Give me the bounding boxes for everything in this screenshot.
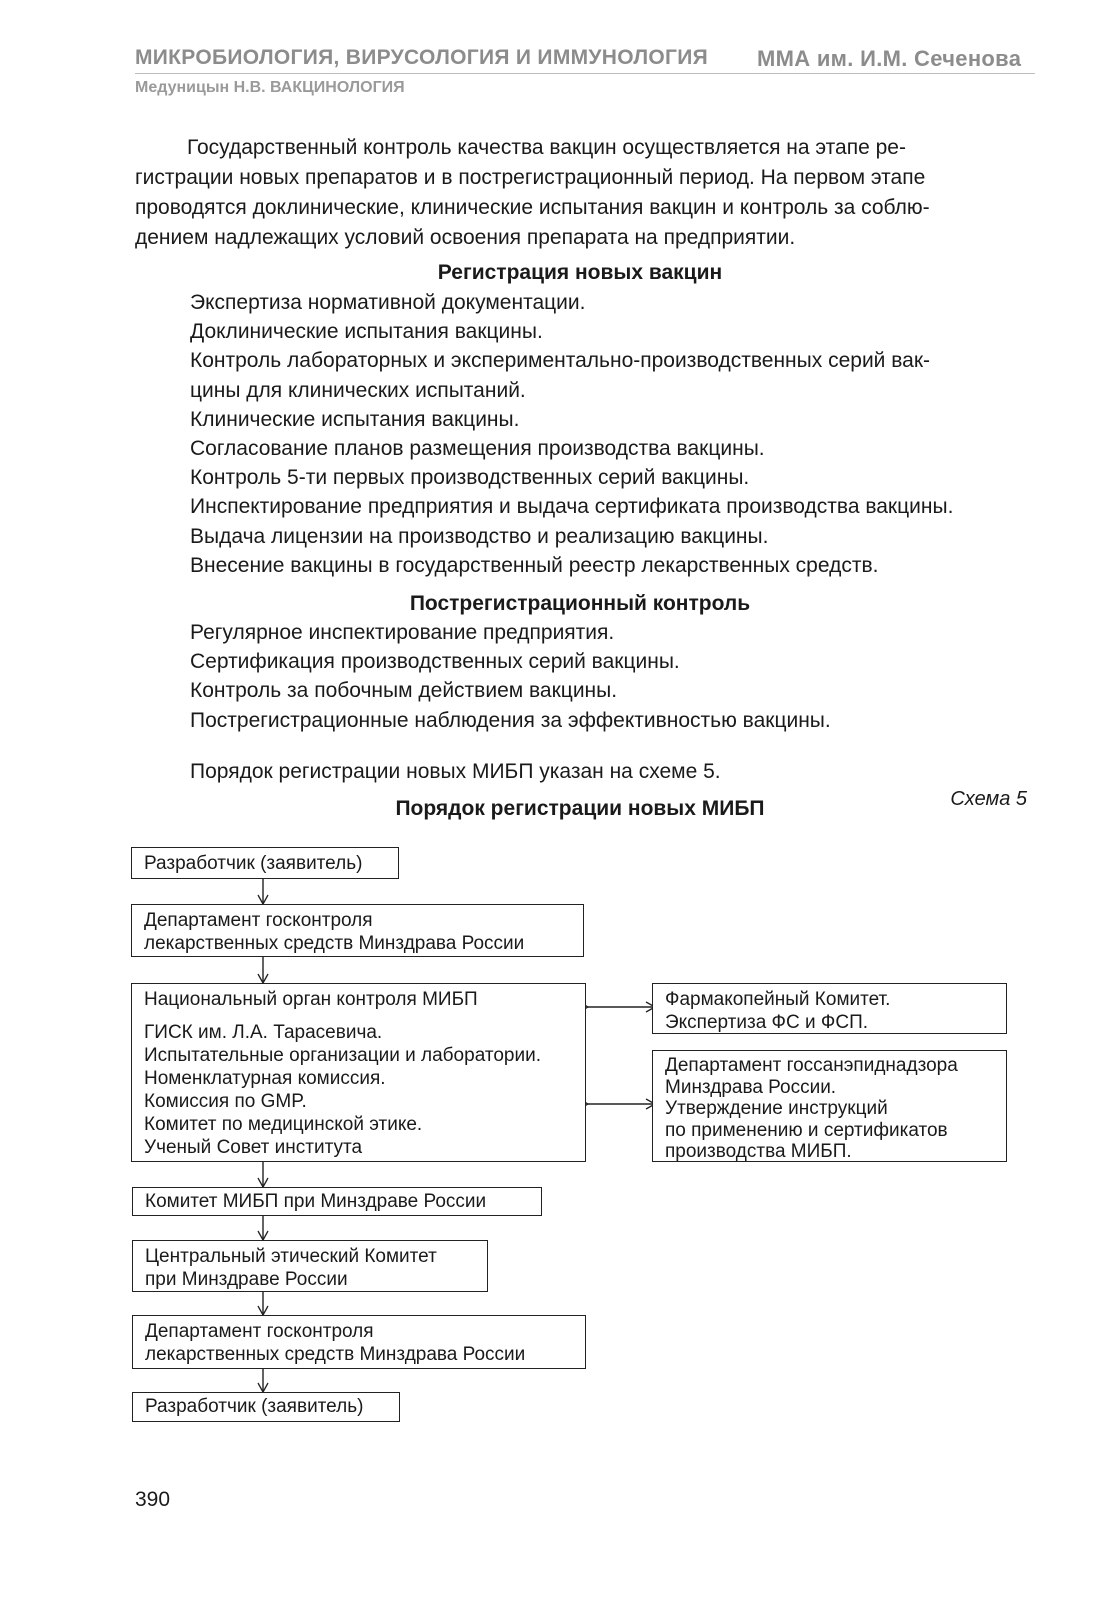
box-text: Департамент госсанэпиднадзора bbox=[665, 1055, 958, 1076]
list-item: Экспертиза нормативной документации. bbox=[190, 291, 586, 314]
scheme-label: Схема 5 bbox=[950, 788, 1027, 810]
flow-box-developer-2 bbox=[132, 1392, 400, 1422]
institution-name: ММА им. И.М. Сеченова bbox=[757, 46, 1022, 71]
flow-box-central-ethics-committee bbox=[132, 1240, 488, 1292]
registration-heading: Регистрация новых вакцин bbox=[437, 261, 723, 284]
box-text: Разработчик (заявитель) bbox=[145, 1396, 364, 1417]
scheme-reference: Порядок регистрации новых МИБП указан на схеме 5. bbox=[190, 760, 721, 783]
list-item: Контроль 5-ти первых производственных серий вакцины. bbox=[190, 466, 750, 490]
box-text: Испытательные организации и лаборатории. bbox=[144, 1045, 541, 1066]
postregistration-heading: Пострегистрационный контроль bbox=[409, 592, 751, 615]
page-number: 390 bbox=[135, 1488, 171, 1511]
flow-box-national-control-body bbox=[131, 983, 586, 1162]
box-text: Фармакопейный Комитет. bbox=[665, 989, 891, 1010]
box-text: при Минздраве России bbox=[145, 1269, 348, 1290]
list-item: Инспектирование предприятия и выдача сертификата производства вакцины. bbox=[190, 495, 954, 519]
box-text: Экспертиза ФС и ФСП. bbox=[665, 1012, 868, 1033]
book-title: МИКРОБИОЛОГИЯ, ВИРУСОЛОГИЯ И ИММУНОЛОГИЯ bbox=[135, 46, 709, 69]
box-text: Комиссия по GMP. bbox=[144, 1091, 307, 1112]
flow-box-sanitary-supervision-dept bbox=[652, 1050, 1007, 1162]
box-text: ГИСК им. Л.А. Тарасевича. bbox=[144, 1022, 383, 1043]
list-item: Контроль за побочным действием вакцины. bbox=[190, 679, 618, 703]
box-text: Департамент госконтроля bbox=[145, 1321, 374, 1342]
list-item: Контроль лабораторных и экспериментально-производственных серий вак- bbox=[190, 349, 931, 373]
box-text: Разработчик (заявитель) bbox=[144, 853, 363, 874]
scheme-title: Порядок регистрации новых МИБП bbox=[395, 797, 765, 820]
list-item: цины для клинических испытаний. bbox=[190, 378, 526, 402]
intro-line: проводятся доклинические, клинические испытания вакцин и контроль за соблю- bbox=[135, 196, 930, 219]
flow-box-mibp-committee bbox=[132, 1187, 542, 1216]
author-line: Медуницын Н.В. ВАКЦИНОЛОГИЯ bbox=[135, 79, 405, 96]
list-item: Клинические испытания вакцины. bbox=[190, 407, 520, 431]
flow-box-state-control-dept-2 bbox=[132, 1315, 586, 1369]
box-text: лекарственных средств Минздрава России bbox=[144, 933, 525, 954]
box-text: лекарственных средств Минздрава России bbox=[145, 1344, 526, 1365]
list-item: Доклинические испытания вакцины. bbox=[190, 320, 543, 344]
flow-box-state-control-dept bbox=[131, 904, 584, 957]
box-text: по применению и сертификатов bbox=[665, 1119, 948, 1141]
list-item: Пострегистрационные наблюдения за эффективностью вакцины. bbox=[190, 708, 831, 732]
box-text: Центральный этический Комитет bbox=[145, 1246, 437, 1267]
box-text: Комитет МИБП при Минздраве России bbox=[145, 1191, 487, 1212]
list-item: Регулярное инспектирование предприятия. bbox=[190, 621, 615, 644]
flow-box-pharmacopoeia-committee bbox=[652, 983, 1007, 1034]
box-text: Утверждение инструкций bbox=[665, 1098, 888, 1119]
intro-line: гистрации новых препаратов и в пострегистрационный период. На первом этапе bbox=[135, 166, 926, 189]
box-title: Национальный орган контроля МИБП bbox=[144, 989, 478, 1010]
list-item: Сертификация производственных серий вакцины. bbox=[190, 650, 680, 674]
list-item: Согласование планов размещения производства вакцины. bbox=[190, 437, 765, 461]
box-text: производства МИБП. bbox=[665, 1141, 852, 1162]
box-text: Минздрава России. bbox=[665, 1076, 837, 1098]
box-text: Номенклатурная комиссия. bbox=[144, 1068, 386, 1089]
list-item: Выдача лицензии на производство и реализацию вакцины. bbox=[190, 524, 769, 548]
box-text: Ученый Совет института bbox=[144, 1137, 363, 1158]
list-item: Внесение вакцины в государственный реестр лекарственных средств. bbox=[190, 553, 879, 577]
intro-line: Государственный контроль качества вакцин осуществляется на этапе ре- bbox=[187, 136, 906, 159]
box-text: Департамент госконтроля bbox=[144, 910, 373, 931]
intro-line: дением надлежащих условий освоения препарата на предприятии. bbox=[135, 226, 796, 249]
flow-box-developer bbox=[131, 847, 399, 879]
box-text: Комитет по медицинской этике. bbox=[144, 1114, 423, 1135]
